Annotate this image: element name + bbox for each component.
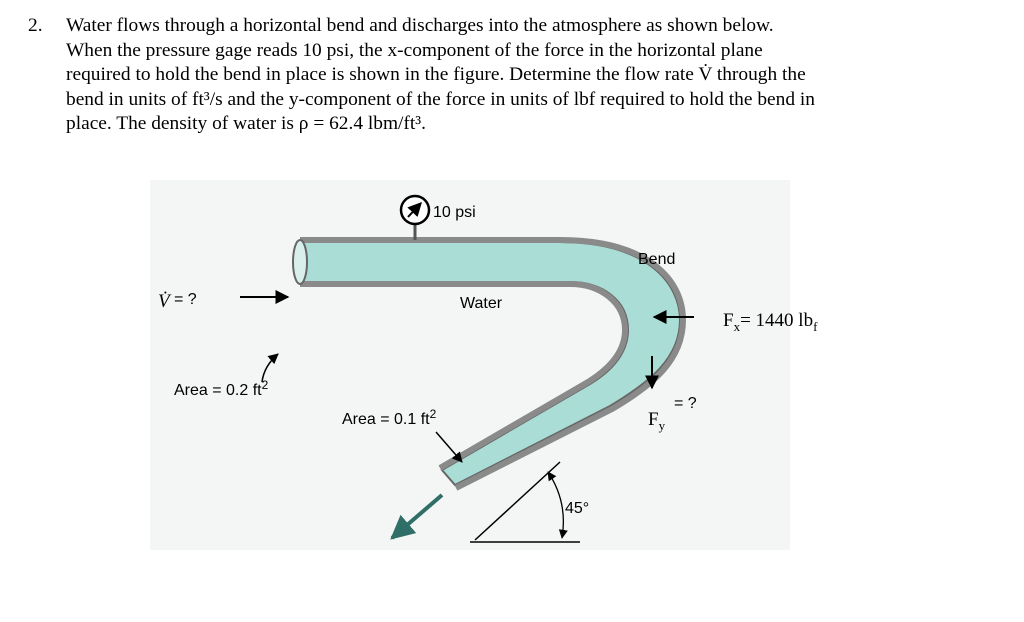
- fy-label: $F_y$: [648, 409, 666, 433]
- water-label: Water: [460, 295, 503, 312]
- angle-label: 45°: [565, 500, 590, 517]
- fy-value: = ?: [674, 395, 697, 412]
- problem-line-1: Water flows through a horizontal bend and discharges into the atmosphere as shown below.: [66, 15, 774, 36]
- pipe-inlet: [293, 240, 307, 284]
- figure-background: [150, 180, 790, 550]
- problem-number: 2.: [28, 15, 43, 36]
- inlet-area-label: Area = 0.2 $ft^2$: [174, 378, 269, 399]
- gage-label: 10 psi: [433, 204, 476, 221]
- problem-line-3: required to hold the bend in place is shown in the figure. Determine the flow rate V̇ through the: [66, 64, 806, 86]
- fx-label: $F_x= 1440$ $lb_f$: [723, 310, 818, 334]
- flow-symbol: V̇: [158, 291, 170, 312]
- problem-line-4: bend in units of ft³/s and the y-component of the force in units of lbf required to hold the bend in: [66, 88, 815, 110]
- bend-figure: [150, 170, 850, 560]
- problem-line-5: place. The density of water is ρ = 62.4 lbm/ft³.: [66, 113, 426, 135]
- outlet-area-label: Area = 0.1 $ft^2$: [342, 407, 437, 428]
- problem-line-2: When the pressure gage reads 10 psi, the x-component of the force in the horizontal plane: [66, 39, 763, 61]
- bend-label: Bend: [638, 251, 676, 268]
- flow-value: = ?: [174, 291, 197, 308]
